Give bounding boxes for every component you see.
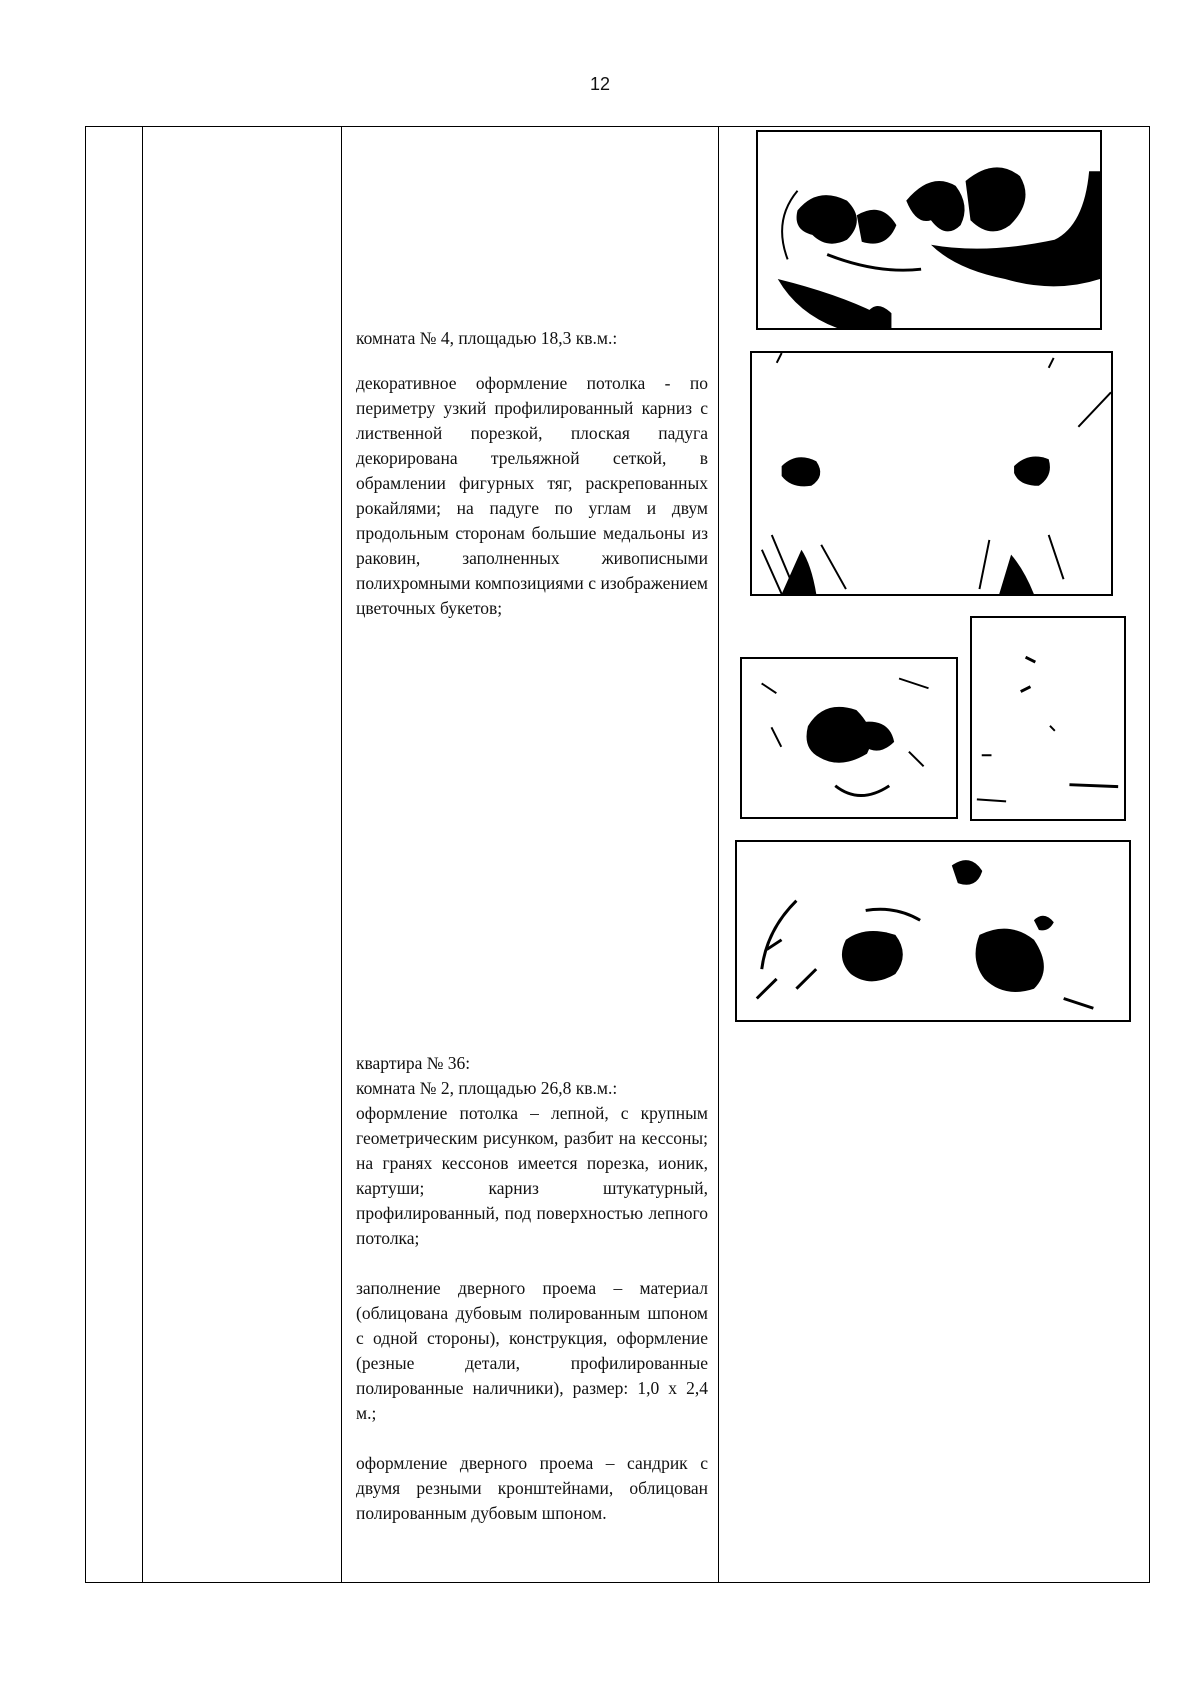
room-4-description <box>356 326 708 621</box>
room-4-ceiling-text: декоративное оформление потолка - по периметру узкий профилированный карниз с лиственной порезкой, плоская падуга декорирована трельяжной сеткой, в обрамлении фигурных тяг, раскрепованных рокайлями; на падуге по углам и двум продольным сторонам большие медальоны из раковин, заполненных живописными полихромными композициями с изображением цветочных букетов; <box>356 373 708 618</box>
ceiling-rocaille-photo <box>756 130 1102 330</box>
room-2-door-frame-text: оформление дверного проема – сандрик с двумя резными кронштейнами, облицован полированным дубовым шпоном. <box>356 1453 708 1523</box>
page-number: 12 <box>589 74 611 94</box>
ceiling-floral-medallion-photo <box>735 840 1131 1022</box>
apartment-36-description <box>356 1051 708 1526</box>
room-2-heading: комната № 2, площадью 26,8 кв.м.: <box>356 1078 618 1098</box>
ceiling-shell-detail-photo <box>740 657 958 819</box>
column-divider <box>142 126 143 1583</box>
ceiling-medallion-photo <box>750 351 1113 596</box>
room-2-ceiling-text: оформление потолка – лепной, с крупным геометрическим рисунком, разбит на кессоны; на гранях кессонов имеется порезка, ионик, картуши; карниз штукатурный, профилированный, под поверхностью лепного потолка; <box>356 1103 708 1248</box>
apartment-36-heading: квартира № 36: <box>356 1053 471 1073</box>
room-4-heading: комната № 4, площадью 18,3 кв.м.: <box>356 328 618 348</box>
inventory-table <box>85 126 1150 1583</box>
column-divider <box>341 126 342 1583</box>
ceiling-corner-photo <box>970 616 1126 821</box>
column-divider <box>718 126 719 1583</box>
room-2-door-fill-text: заполнение дверного проема – материал (облицована дубовым полированным шпоном с одной стороны), конструкция, оформление (резные детали, профилированные полированные наличники), размер: 1,0 х 2,4 м.; <box>356 1278 708 1423</box>
